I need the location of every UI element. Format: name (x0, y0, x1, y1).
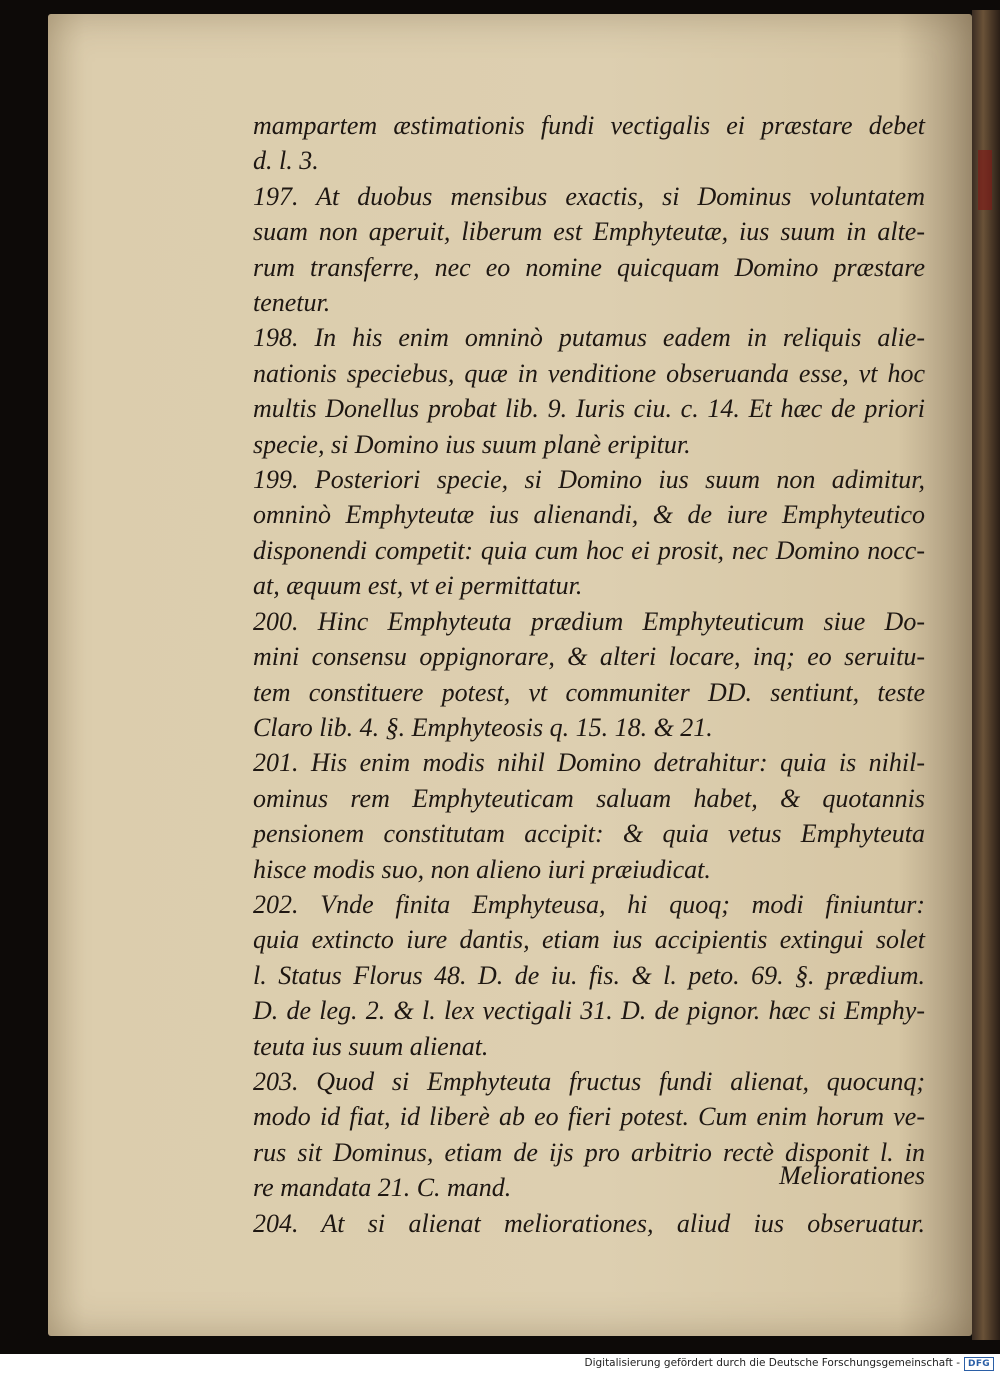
text-line: teuta ius suum alienat. (253, 1031, 489, 1061)
text-line: 204. At si alienat meliorationes, aliud ius obseruatur. (253, 1208, 925, 1238)
book-edge-marker (978, 150, 992, 210)
text-line: nationis speciebus, quæ in venditione obseruanda esse, vt hoc (253, 358, 925, 388)
text-line: disponendi competit: quia cum hoc ei prosit, nec Domino nocc- (253, 535, 925, 565)
text-line: 198. In his enim omninò putamus eadem in reliquis alie- (253, 323, 925, 353)
text-line: 199. Posteriori specie, si Domino ius suum non adimitur, (253, 465, 925, 495)
text-line: mini consensu oppignorare, & alteri locare, inq; eo seruitu- (253, 642, 925, 672)
text-line: mampartem æstimationis fundi vectigalis ei præstare debet (253, 111, 925, 140)
text-line: suam non aperuit, liberum est Emphyteutæ, ius suum in alte- (253, 217, 925, 247)
footer-bar (0, 1354, 1000, 1374)
text-line: l. Status Florus 48. D. de iu. fis. & l. peto. 69. §. prædium. (253, 960, 925, 990)
text-line: rum transferre, nec eo nomine quicquam Domino præstare (253, 252, 925, 282)
text-line: 197. At duobus mensibus exactis, si Dominus voluntatem (253, 181, 925, 211)
text-line: tenetur. (253, 288, 331, 318)
text-line: multis Donellus probat lib. 9. Iuris ciu. c. 14. Et hæc de priori (253, 394, 925, 424)
text-line: pensionem constitutam accipit: & quia vetus Emphyteuta (253, 819, 925, 849)
text-line: 201. His enim modis nihil Domino detrahitur: quia is nihil- (253, 748, 925, 778)
text-line: d. l. 3. (253, 146, 319, 176)
dfg-logo-icon: DFG (964, 1357, 994, 1371)
text-line: 200. Hinc Emphyteuta prædium Emphyteuticum siue Do- (253, 606, 925, 636)
text-line: omninò Emphyteutæ ius alienandi, & de iure Emphyteutico (253, 500, 925, 530)
text-line: re mandata 21. C. mand. (253, 1173, 512, 1203)
catchword: Meliorationes (779, 1161, 925, 1190)
text-line: modo id fiat, id liberè ab eo fieri potest. Cum enim horum ve- (253, 1102, 925, 1132)
text-line: hisce modis suo, non alieno iuri præiudicat. (253, 854, 711, 884)
page-text (253, 108, 925, 1241)
text-line: quia extincto iure dantis, etiam ius accipientis extingui solet (253, 925, 925, 955)
text-line: 203. Quod si Emphyteuta fructus fundi alienat, quocunq; (253, 1066, 925, 1096)
text-line: 202. Vnde finita Emphyteusa, hi quoq; modi finiuntur: (253, 889, 925, 919)
text-line: D. de leg. 2. & l. lex vectigali 31. D. de pignor. hæc si Emphy- (253, 996, 925, 1026)
text-line: ominus rem Emphyteuticam saluam habet, & quotannis (253, 783, 925, 813)
text-line: tem constituere potest, vt communiter DD. sentiunt, teste (253, 677, 925, 707)
text-line: specie, si Domino ius suum planè eripitur. (253, 429, 691, 459)
text-line: at, æquum est, vt ei permittatur. (253, 571, 583, 601)
footer-funding-note: Digitalisierung gefördert durch die Deutsche Forschungsgemeinschaft - (584, 1357, 960, 1369)
text-line: rus sit Dominus, etiam de ijs pro arbitrio rectè disponit l. in (253, 1137, 925, 1167)
text-line: Claro lib. 4. §. Emphyteosis q. 15. 18. & 21. (253, 712, 713, 742)
